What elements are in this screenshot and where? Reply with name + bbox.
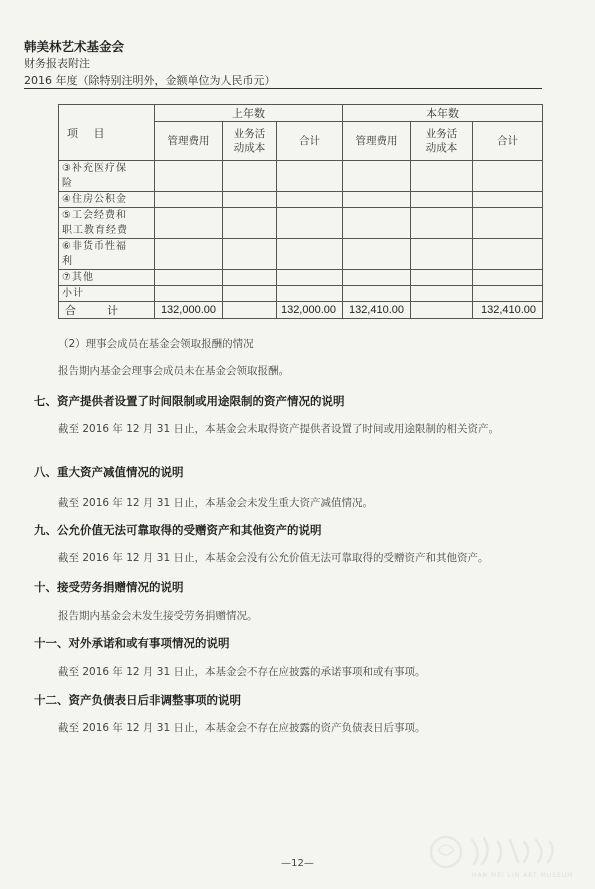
section-7-text: 截至 2016 年 12 月 31 日止，本基金会未取得资产提供者设置了时间或用途限制的相关资产。 bbox=[58, 423, 499, 435]
prev-year-header: 上年数 bbox=[155, 105, 343, 122]
section-12-heading: 十二、资产负债表日后非调整事项的说明 bbox=[34, 693, 241, 707]
curr-mgmt-total: 132,410.00 bbox=[343, 302, 411, 319]
prev-total-header: 合计 bbox=[277, 122, 343, 161]
prev-grand-total: 132,000.00 bbox=[277, 302, 343, 319]
section-10-heading: 十、接受劳务捐赠情况的说明 bbox=[34, 580, 184, 594]
row-label: 小计 bbox=[59, 286, 155, 302]
section-11-text: 截至 2016 年 12 月 31 日止，本基金会不存在应披露的承诺事项和或有事项。 bbox=[58, 666, 426, 678]
curr-biz-header: 业务活 动成本 bbox=[411, 122, 473, 161]
section-8-text: 截至 2016 年 12 月 31 日止，本基金会未发生重大资产减值情况。 bbox=[58, 497, 373, 509]
col-project: 项 目 bbox=[59, 105, 155, 161]
section-7-heading: 七、资产提供者设置了时间限制或用途限制的资产情况的说明 bbox=[34, 394, 345, 408]
row-label: ⑥非货币性福 利 bbox=[59, 239, 155, 270]
subsection-2-text: 报告期内基金会理事会成员未在基金会领取报酬。 bbox=[58, 365, 289, 377]
header-rule bbox=[24, 88, 542, 89]
period-note: 2016 年度（除特别注明外，金额单位为人民币元） bbox=[24, 74, 276, 87]
table-row bbox=[59, 161, 543, 192]
curr-biz-total bbox=[411, 302, 473, 319]
section-8-heading: 八、重大资产减值情况的说明 bbox=[34, 465, 184, 479]
table-row bbox=[59, 208, 543, 239]
table-row bbox=[59, 239, 543, 270]
page-number: —12— bbox=[281, 858, 314, 869]
svg-text:HAN MEI LIN ART MUSEUM: HAN MEI LIN ART MUSEUM bbox=[472, 872, 574, 879]
prev-mgmt-total: 132,000.00 bbox=[155, 302, 223, 319]
prev-biz-header: 业务活 动成本 bbox=[223, 122, 277, 161]
curr-year-header: 本年数 bbox=[343, 105, 543, 122]
curr-total-header: 合计 bbox=[473, 122, 543, 161]
prev-mgmt-header: 管理费用 bbox=[155, 122, 223, 161]
table-row bbox=[59, 270, 543, 286]
expense-table bbox=[58, 104, 543, 319]
curr-grand-total: 132,410.00 bbox=[473, 302, 543, 319]
museum-watermark-logo bbox=[428, 830, 578, 880]
row-label: ⑤工会经费和 职工教育经费 bbox=[59, 208, 155, 239]
doc-title: 财务报表附注 bbox=[24, 57, 90, 70]
total-label: 合 计 bbox=[59, 302, 155, 319]
table-row bbox=[59, 192, 543, 208]
section-11-heading: 十一、对外承诺和或有事项情况的说明 bbox=[34, 636, 230, 650]
section-9-text: 截至 2016 年 12 月 31 日止，本基金会没有公允价值无法可靠取得的受赠资产和其他资产。 bbox=[58, 552, 489, 564]
prev-biz-total bbox=[223, 302, 277, 319]
section-9-heading: 九、公允价值无法可靠取得的受赠资产和其他资产的说明 bbox=[34, 523, 322, 537]
section-12-text: 截至 2016 年 12 月 31 日止，本基金会不存在应披露的资产负债表日后事项。 bbox=[58, 722, 426, 734]
org-name: 韩美林艺术基金会 bbox=[24, 39, 125, 54]
row-label: ④住房公积金 bbox=[59, 192, 155, 208]
section-10-text: 报告期内基金会未发生接受劳务捐赠情况。 bbox=[58, 610, 258, 622]
total-row bbox=[59, 302, 543, 319]
curr-mgmt-header: 管理费用 bbox=[343, 122, 411, 161]
subsection-2-heading: （2）理事会成员在基金会领取报酬的情况 bbox=[58, 338, 254, 350]
row-label: ③补充医疗保 险 bbox=[59, 161, 155, 192]
table-row bbox=[59, 286, 543, 302]
row-label: ⑦其他 bbox=[59, 270, 155, 286]
